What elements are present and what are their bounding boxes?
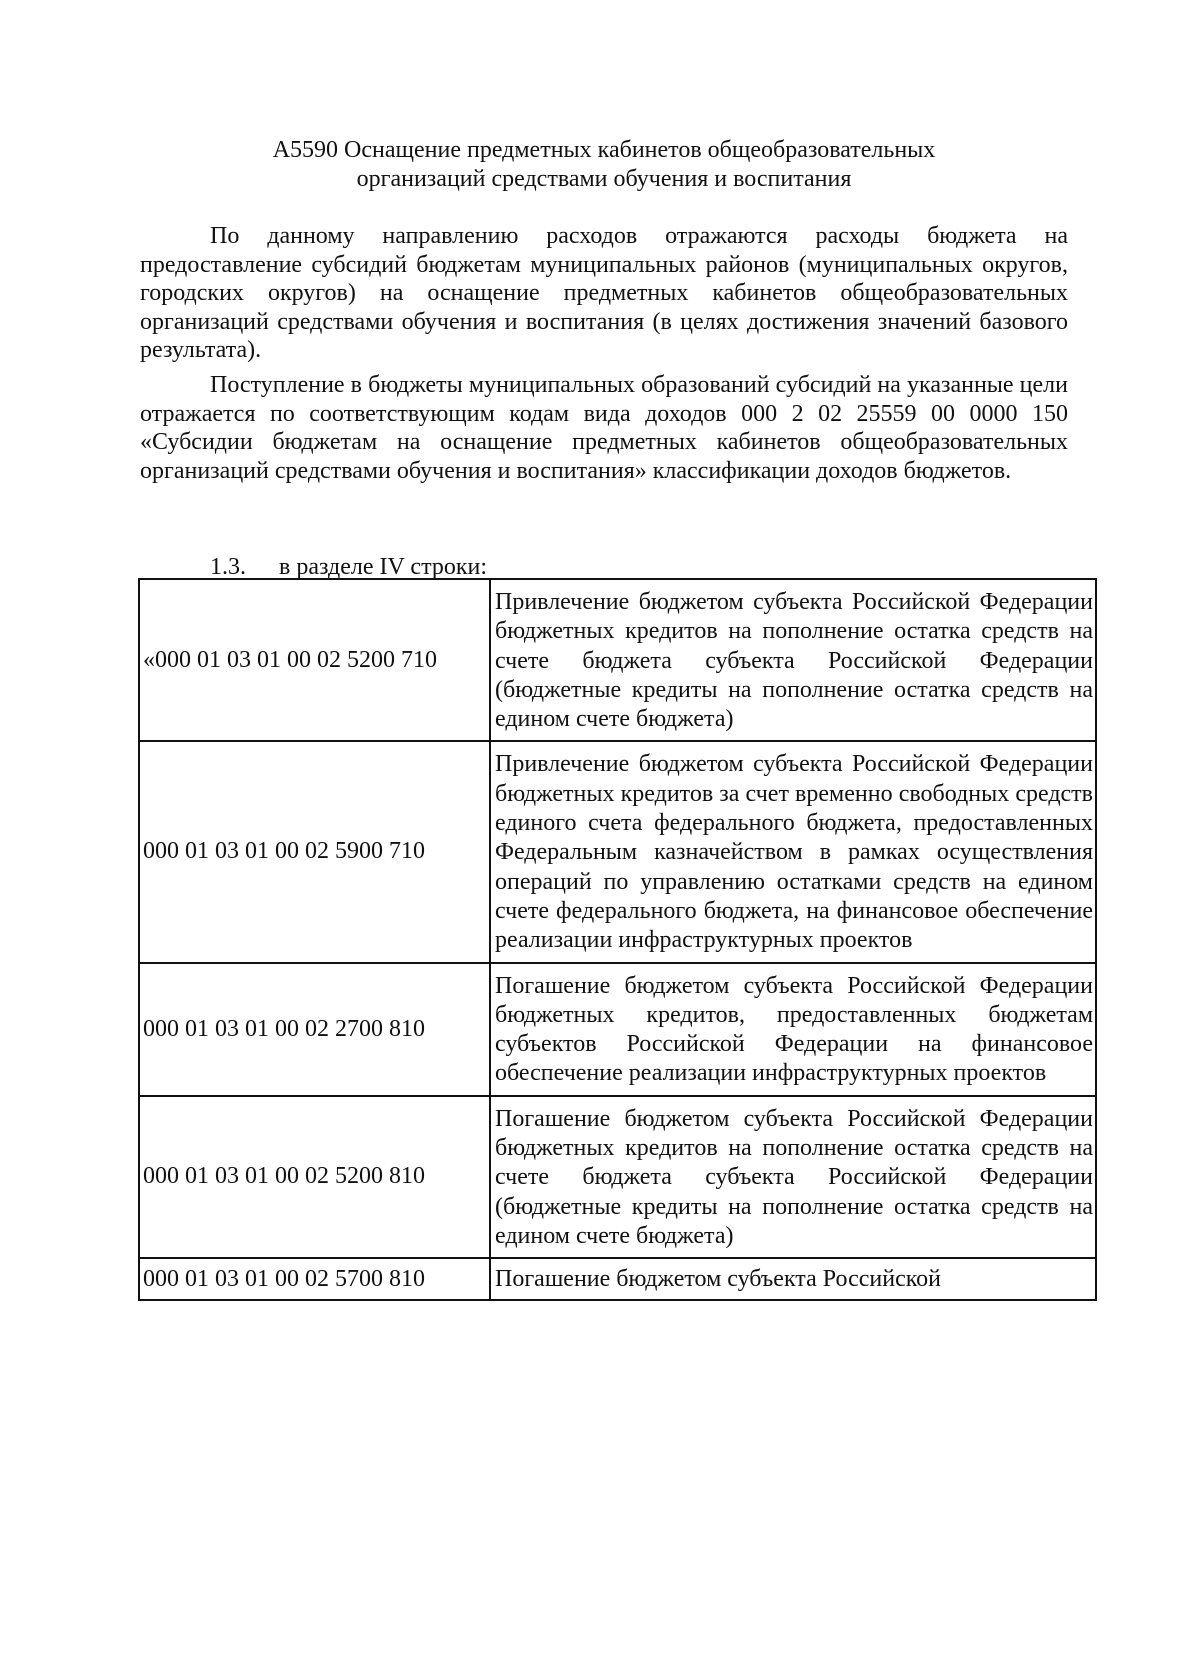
paragraph-income: Поступление в бюджеты муниципальных образований субсидий на указанные цели отражается по соответствующим кодам вида доходов 000 2 02 25559 00 0000 150 «Субсидии бюджетам на оснащение предметных кабинетов общеобразовательных организаций средствами обучения и воспитания» классификации доходов бюджетов.: [140, 372, 1068, 484]
table-row: [139, 1258, 1096, 1300]
section-number: 1.3.: [210, 554, 246, 580]
section-text: в разделе IV строки:: [279, 554, 488, 580]
table-cell-code: 000 01 03 01 00 02 2700 810: [139, 963, 490, 1096]
heading-line-1: А5590 Оснащение предметных кабинетов общеобразовательных: [272, 137, 936, 163]
table-row: [139, 741, 1096, 962]
table-row: [139, 579, 1096, 741]
table-cell-code: 000 01 03 01 00 02 5900 710: [139, 741, 490, 962]
table-row: [139, 963, 1096, 1096]
table-cell-code: «000 01 03 01 00 02 5200 710: [139, 579, 490, 741]
document-heading: [140, 136, 1068, 194]
paragraph-expenses: По данному направлению расходов отражаются расходы бюджета на предоставление субсидий бюджетам муниципальных районов (муниципальных округов, городских округов) на оснащение предметных кабинетов общеобразовательных организаций средствами обучения и воспитания (в целях достижения значений базового результата).: [140, 223, 1068, 364]
table-cell-description: Привлечение бюджетом субъекта Российской Федерации бюджетных кредитов за счет временно свободных средств единого счета федерального бюджета, предоставленных Федеральным казначейством в рамках осуществления операций по управлению остатками средств на едином счете федерального бюджета, на финансовое обеспечение реализации инфраструктурных проектов: [490, 741, 1096, 962]
table-cell-code: 000 01 03 01 00 02 5200 810: [139, 1096, 490, 1258]
table-row: [139, 1096, 1096, 1258]
table-cell-description: Погашение бюджетом субъекта Российской: [490, 1258, 1096, 1300]
table-cell-description: Погашение бюджетом субъекта Российской Федерации бюджетных кредитов на пополнение остатка средств на счете бюджета субъекта Российской Федерации (бюджетные кредиты на пополнение остатка средств на едином счете бюджета): [490, 1096, 1096, 1258]
table-cell-description: Привлечение бюджетом субъекта Российской Федерации бюджетных кредитов на пополнение остатка средств на счете бюджета субъекта Российской Федерации (бюджетные кредиты на пополнение остатка средств на едином счете бюджета): [490, 579, 1096, 741]
heading-line-2: организаций средствами обучения и воспитания: [356, 166, 852, 192]
section-heading: [210, 553, 487, 581]
table-cell-description: Погашение бюджетом субъекта Российской Федерации бюджетных кредитов, предоставленных бюджетам субъектов Российской Федерации на финансовое обеспечение реализации инфраструктурных проектов: [490, 963, 1096, 1096]
classification-table: [138, 578, 1097, 1301]
table-cell-code: 000 01 03 01 00 02 5700 810: [139, 1258, 490, 1300]
